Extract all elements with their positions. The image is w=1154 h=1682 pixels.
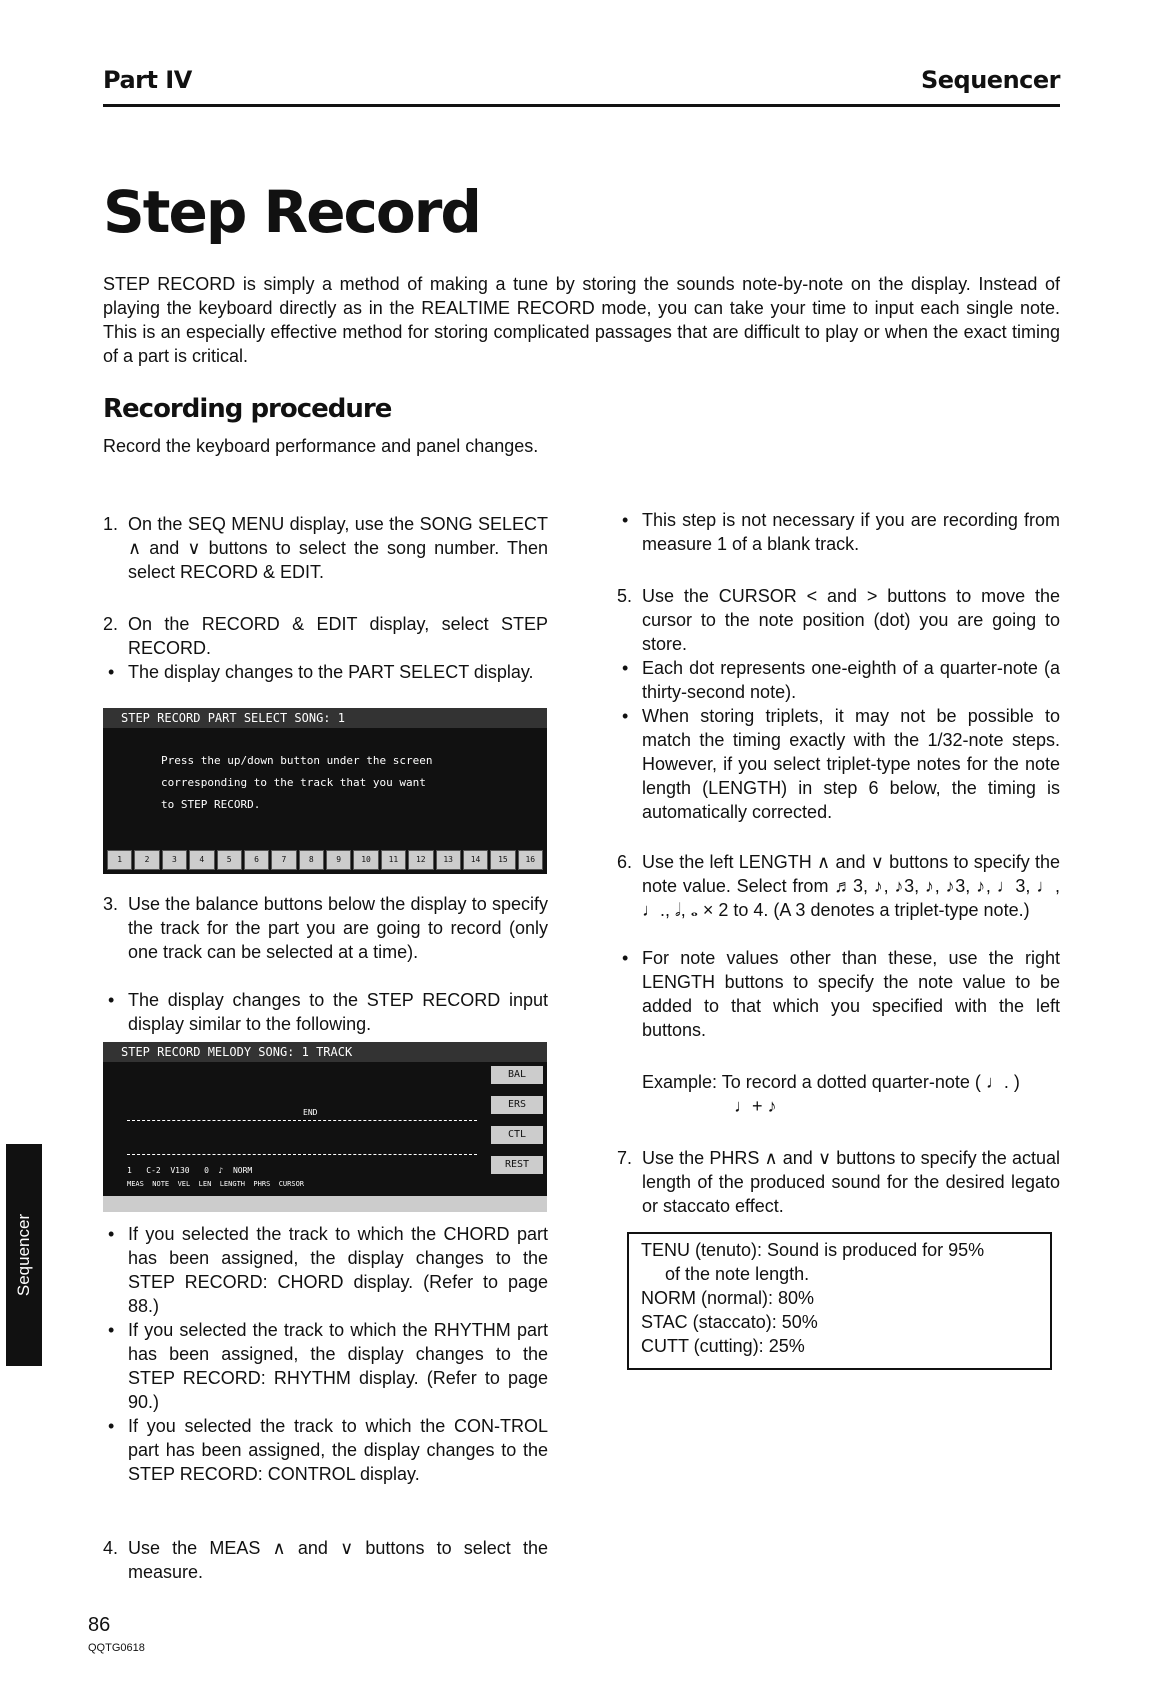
track-button[interactable]: 2 bbox=[134, 850, 159, 870]
bullet-icon: • bbox=[108, 662, 115, 682]
measure-line bbox=[127, 1154, 477, 1156]
section-lead: Record the keyboard performance and panel changes. bbox=[103, 436, 539, 456]
erase-button[interactable]: ERS bbox=[491, 1096, 543, 1114]
control-note: If you selected the track to which the CON-TROL part has been assigned, the display changes to the STEP RECORD: CONTROL display. bbox=[128, 1416, 548, 1484]
document-code: QQTG0618 bbox=[88, 1642, 145, 1654]
bullet-icon: • bbox=[622, 658, 629, 678]
bullet-icon: • bbox=[108, 990, 115, 1010]
step-2-note: The display changes to the PART SELECT display. bbox=[128, 662, 534, 682]
track-button[interactable]: 4 bbox=[189, 850, 214, 870]
chapter-tab-label: Sequencer bbox=[14, 1213, 33, 1297]
step-1: On the SEQ MENU display, use the SONG SELECT ∧ and ∨ buttons to select the song number. Then select RECORD & EDIT. bbox=[128, 514, 548, 582]
example-text: Example: To record a dotted quarter-note ( ♩. ) bbox=[642, 1072, 1020, 1092]
step-number: 5. bbox=[617, 586, 633, 606]
step-5-triplet-note: When storing triplets, it may not be possible to match the timing exactly with the 1/32-note steps. However, if you select triplet-type notes for the note length (LENGTH) in step 6 below, the timing is automatically corrected. bbox=[642, 706, 1060, 822]
part-select-display bbox=[103, 708, 547, 874]
step-4: Use the MEAS ∧ and ∨ buttons to select the measure. bbox=[128, 1538, 548, 1582]
step-6: Use the left LENGTH ∧ and ∨ buttons to specify the note value. Select from ♬3, ♪, ♪3, ♪, ♪3, ♪, ♩3, ♩, ♩., 𝅗𝅥, 𝅝 × 2 to 4. (A 3 denotes a triplet-type note.) bbox=[642, 852, 1060, 920]
box-line: of the note length. bbox=[665, 1264, 810, 1284]
step-number: 2. bbox=[103, 614, 119, 634]
parameter-button-row[interactable] bbox=[103, 1196, 547, 1212]
example-notation: ♩+ ♪ bbox=[734, 1096, 777, 1116]
display-header: STEP RECORD PART SELECT SONG: 1 bbox=[103, 708, 547, 728]
end-marker: END bbox=[303, 1108, 318, 1117]
track-button[interactable]: 6 bbox=[244, 850, 269, 870]
display-message bbox=[161, 750, 433, 816]
track-button[interactable]: 14 bbox=[463, 850, 488, 870]
section-label: Sequencer bbox=[920, 66, 1060, 94]
bullet-icon: • bbox=[108, 1320, 115, 1340]
intro-paragraph: STEP RECORD is simply a method of making a tune by storing the sounds note-by-note on the display. Instead of playing the keyboard directly as in the REALTIME RECORD mode, you can take your time to input each single note. This is an especially effective method for storing complicated passages that are difficult to play or when the exact timing of a part is critical. bbox=[103, 274, 1060, 366]
measure-line bbox=[127, 1120, 477, 1122]
track-button[interactable]: 13 bbox=[436, 850, 461, 870]
step-4-note: This step is not necessary if you are recording from measure 1 of a blank track. bbox=[642, 510, 1060, 554]
step-number: 1. bbox=[103, 514, 119, 534]
header-rule bbox=[103, 104, 1060, 107]
step-2: On the RECORD & EDIT display, select STEP RECORD. bbox=[128, 614, 548, 658]
step-7: Use the PHRS ∧ and ∨ buttons to specify the actual length of the produced sound for the desired legato or staccato effect. bbox=[642, 1148, 1060, 1216]
track-button[interactable]: 5 bbox=[217, 850, 242, 870]
bullet-icon: • bbox=[622, 948, 629, 968]
part-label: Part IV bbox=[103, 66, 192, 94]
box-line: TENU (tenuto): Sound is produced for 95% bbox=[641, 1240, 985, 1260]
step-number: 4. bbox=[103, 1538, 119, 1558]
rest-button[interactable]: REST bbox=[491, 1156, 543, 1174]
track-button[interactable]: 8 bbox=[299, 850, 324, 870]
balance-button[interactable]: BAL bbox=[491, 1066, 543, 1084]
bullet-icon: • bbox=[622, 510, 629, 530]
display-header: STEP RECORD MELODY SONG: 1 TRACK bbox=[103, 1042, 547, 1062]
box-line: CUTT (cutting): 25% bbox=[641, 1336, 805, 1356]
track-button[interactable]: 10 bbox=[353, 850, 378, 870]
track-button[interactable]: 1 bbox=[107, 850, 132, 870]
parameter-labels: MEAS NOTE VEL LEN LENGTH PHRS CURSOR bbox=[127, 1180, 305, 1188]
display-message-line: corresponding to the track that you want bbox=[161, 776, 426, 789]
step-number: 6. bbox=[617, 852, 633, 872]
track-button[interactable]: 11 bbox=[381, 850, 406, 870]
bullet-icon: • bbox=[108, 1416, 115, 1436]
chord-note: If you selected the track to which the CHORD part has been assigned, the display changes to the STEP RECORD: CHORD display. (Refer to page 88.) bbox=[128, 1224, 548, 1316]
display-message-line: to STEP RECORD. bbox=[161, 798, 261, 811]
step-3-note: The display changes to the STEP RECORD input display similar to the following. bbox=[128, 990, 548, 1034]
bullet-icon: • bbox=[622, 706, 629, 726]
bullet-icon: • bbox=[108, 1224, 115, 1244]
track-button[interactable]: 7 bbox=[271, 850, 296, 870]
track-button[interactable]: 9 bbox=[326, 850, 351, 870]
step-5-note: Each dot represents one-eighth of a quarter-note (a thirty-second note). bbox=[642, 658, 1060, 702]
track-button-row bbox=[103, 846, 547, 874]
step-number: 7. bbox=[617, 1148, 633, 1168]
track-button[interactable]: 16 bbox=[518, 850, 543, 870]
rhythm-note: If you selected the track to which the RHYTHM part has been assigned, the display changes to the STEP RECORD: RHYTHM display. (Refer to page 90.) bbox=[128, 1320, 548, 1412]
page-title: Step Record bbox=[103, 178, 480, 246]
section-heading: Recording procedure bbox=[103, 394, 392, 424]
step-6-note: For note values other than these, use the right LENGTH buttons to specify the note value to be added to that which you specified with the left buttons. bbox=[642, 948, 1060, 1040]
track-button[interactable]: 15 bbox=[490, 850, 515, 870]
step-3: Use the balance buttons below the display to specify the track for the part you are going to record (only one track can be selected at a time). bbox=[128, 894, 548, 962]
page-number: 86 bbox=[88, 1614, 111, 1636]
box-line: STAC (staccato): 50% bbox=[641, 1312, 818, 1332]
track-button[interactable]: 3 bbox=[162, 850, 187, 870]
display-message-line: Press the up/down button under the screen bbox=[161, 754, 433, 767]
track-button[interactable]: 12 bbox=[408, 850, 433, 870]
control-button[interactable]: CTL bbox=[491, 1126, 543, 1144]
value-readout: 1 C-2 V130 0 ♪ NORM bbox=[127, 1166, 253, 1175]
step-number: 3. bbox=[103, 894, 119, 914]
step-record-display bbox=[103, 1042, 547, 1212]
step-5: Use the CURSOR < and > buttons to move the cursor to the note position (dot) you are going to store. bbox=[642, 586, 1060, 654]
box-line: NORM (normal): 80% bbox=[641, 1288, 815, 1308]
